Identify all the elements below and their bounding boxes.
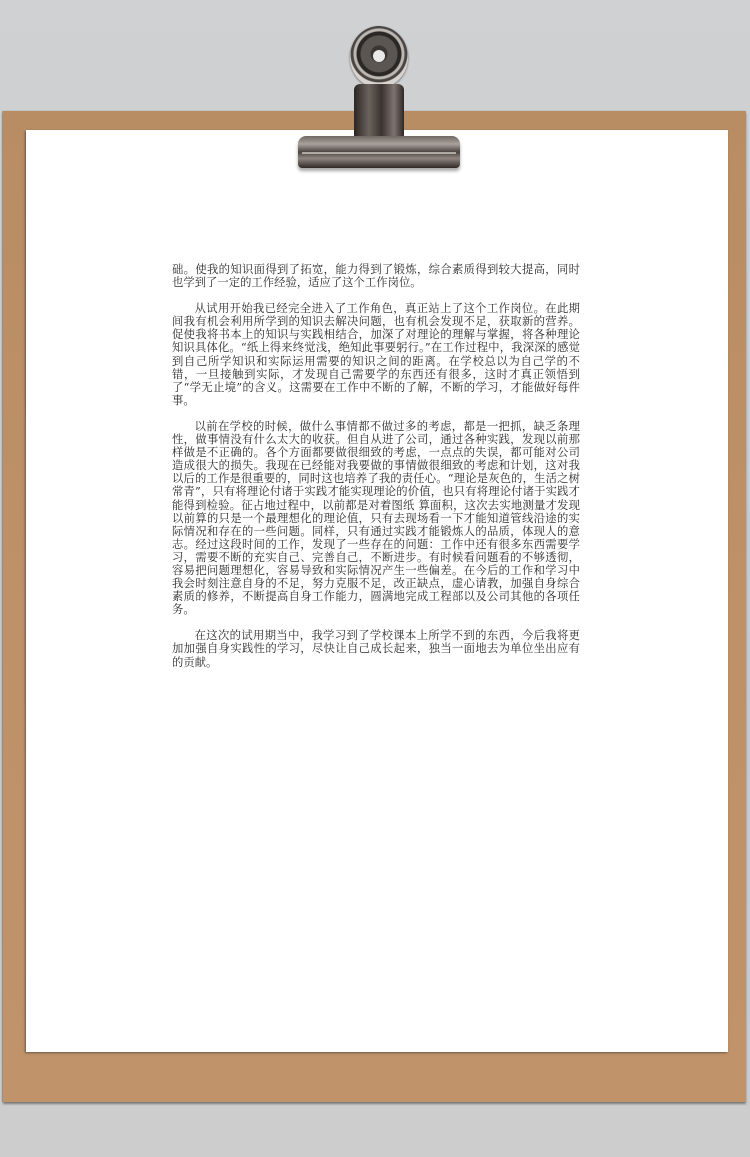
paragraph-1: 础。使我的知识面得到了拓宽，能力得到了锻炼，综合素质得到较大提高，同时也学到了一定的工作经验，适应了这个工作岗位。 xyxy=(172,263,580,290)
paragraph-3: 以前在学校的时候，做什么事情都不做过多的考虑，都是一把抓，缺乏条理性，做事情没有什么太大的收获。但自从进了公司，通过各种实践，发现以前那样做是不正确的。各个方面都要做很细致的考虑，一点点的失误，都可能对公司造成很大的损失。我现在已经能对我要做的事情做很细致的考虑和计划，这对我以后的工作是很重要的，同时这也培养了我的责任心。“理论是灰色的，生活之树常青”，只有将理论付诸于实践才能实现理论的价值，也只有将理论付诸于实践才能得到检验。征占地过程中，以前都是对着图纸 算面积，这次去实地测量才发现以前算的只是一个最理想化的理论值，只有去现场看一下才能知道管线沿途的实际情况和存在的一些问题。同样，只有通过实践才能锻炼人的品质，体现人的意志。经过这段时间的工作，发现了一些存在的问题：工作中还有很多东西需要学习，需要不断的充实自己、完善自己，不断进步。有时候看问题看的不够透彻，容易把问题理想化，容易导致和实际情况产生一些偏差。在今后的工作和学习中我会时刻注意自身的不足，努力克服不足，改正缺点，虚心请教，加强自身综合素质的修养，不断提高自身工作能力，圆满地完成工程部以及公司其他的各项任务。 xyxy=(172,419,580,617)
document-body xyxy=(172,263,580,682)
clip-neck xyxy=(354,84,404,142)
clip-hole xyxy=(373,50,385,62)
binder-clip-icon xyxy=(296,24,462,170)
paragraph-2: 从试用开始我已经完全进入了工作角色，真正站上了这个工作岗位。在此期间我有机会利用所学到的知识去解决问题，也有机会发现不足，获取新的营养。促使我将书本上的知识与实践相结合，加深了对理论的理解与掌握，将各种理论知识具体化。“纸上得来终觉浅，绝知此事要躬行。”在工作过程中，我深深的感觉到自己所学知识和实际运用需要的知识之间的距离。在学校总以为自己学的不错，一旦接触到实际，才发现自己需要学的东西还有很多，这时才真正领悟到了“学无止境”的含义。这需要在工作中不断的了解，不断的学习，才能做好每件事。 xyxy=(172,302,580,407)
clip-highlight xyxy=(302,152,456,154)
paragraph-4: 在这次的试用期当中，我学习到了学校课本上所学不到的东西，今后我将更加加强自身实践性的学习，尽快让自己成长起来，独当一面地去为单位坐出应有的贡献。 xyxy=(172,629,580,669)
